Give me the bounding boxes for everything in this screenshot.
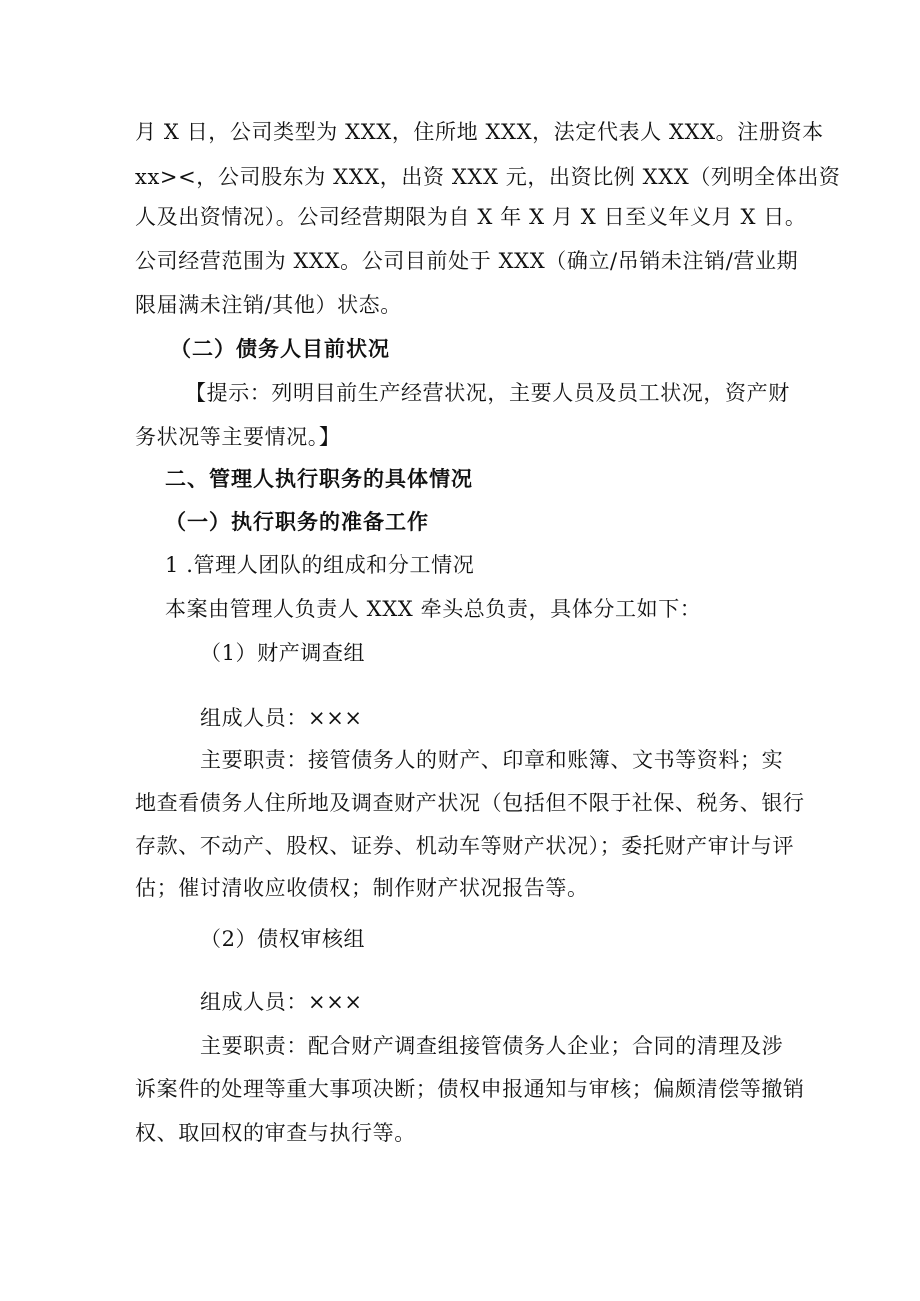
group1-duties-line-2: 地查看债务人住所地及调查财产状况（包括但不限于社保、税务、银行: [135, 791, 805, 815]
group2-members: 组成人员：×××: [200, 990, 363, 1014]
intro-line-1: 月 X 日，公司类型为 XXX，住所地 XXX，法定代表人 XXX。注册资本: [135, 120, 824, 144]
group2-duties-line-2: 诉案件的处理等重大事项决断；债权申报通知与审核；偏颇清偿等撤销: [135, 1077, 805, 1101]
group1-duties-line-4: 估；催讨清收应收债权；制作财产状况报告等。: [135, 876, 589, 900]
section-two-heading: 二、管理人执行职务的具体情况: [165, 466, 473, 491]
group1-duties-line-1: 主要职责：接管债务人的财产、印章和账簿、文书等资料；实: [200, 748, 784, 772]
section-two-item-1: 1 .管理人团队的组成和分工情况: [165, 553, 475, 577]
section-two-lead: 本案由管理人负责人 XXX 牵头总负责，具体分工如下：: [165, 597, 702, 621]
group2-duties-line-1: 主要职责：配合财产调查组接管债务人企业；合同的清理及涉: [200, 1034, 784, 1058]
group1-duties-line-3: 存款、不动产、股权、证券、机动车等财产状况）；委托财产审计与评: [135, 834, 795, 858]
debtor-status-heading: （二）债务人目前状况: [170, 336, 390, 361]
debtor-status-hint-line-2: 务状况等主要情况。】: [135, 425, 341, 449]
intro-line-5: 限届满未注销/其他）状态。: [135, 293, 402, 317]
group2-duties-line-3: 权、取回权的审查与执行等。: [135, 1121, 416, 1145]
debtor-status-hint-line-1: 【提示：列明目前生产经营状况，主要人员及员工状况，资产财: [185, 381, 790, 405]
group1-title: （1）财产调查组: [200, 641, 366, 665]
intro-line-3: 人及出资情况）。公司经营期限为自 X 年 X 月 X 日至义年义月 X 日。: [135, 205, 807, 229]
section-two-subheading: （一）执行职务的准备工作: [165, 509, 429, 534]
group2-title: （2）债权审核组: [200, 927, 366, 951]
group1-members: 组成人员：×××: [200, 706, 363, 730]
intro-line-2: xx><，公司股东为 XXX，出资 XXX 元，出资比例 XXX（列明全体出资: [135, 165, 841, 189]
intro-line-4: 公司经营范围为 XXX。公司目前处于 XXX（确立/吊销未注销/营业期: [135, 249, 799, 273]
